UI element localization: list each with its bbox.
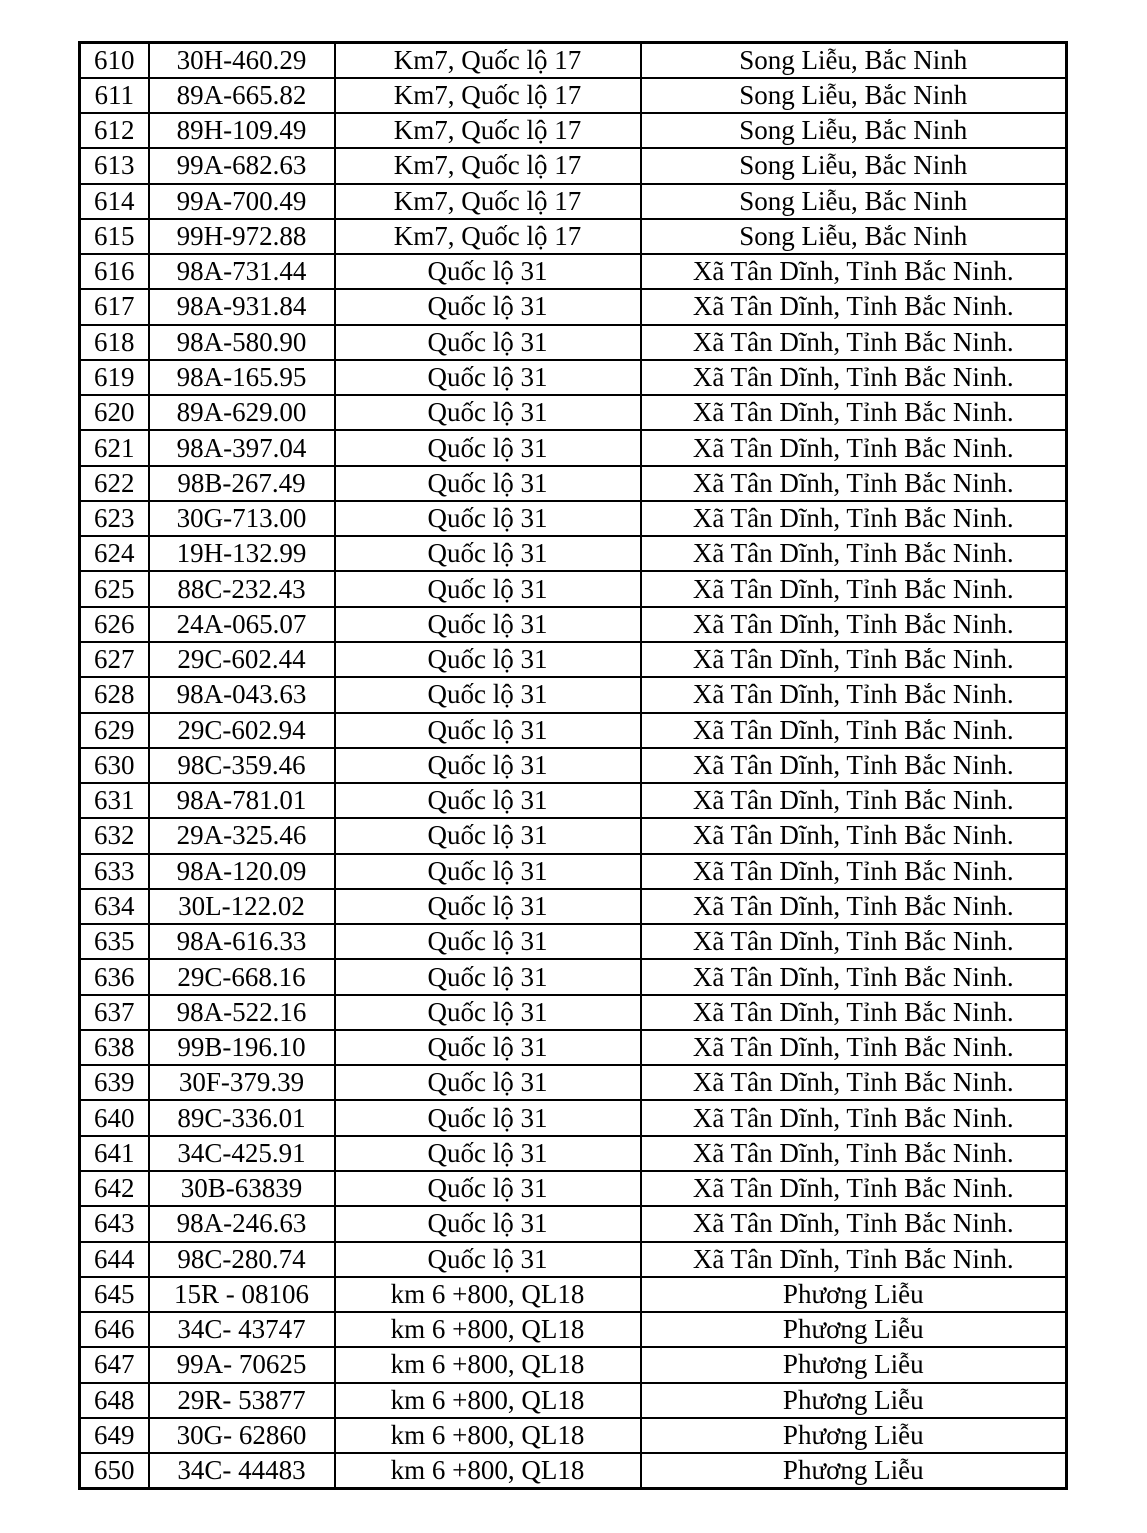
plate-number-cell: 30L-122.02 [149,889,335,924]
plate-number-cell: 98C-359.46 [149,748,335,783]
table-row [80,1453,1067,1488]
row-number-cell: 638 [80,1030,149,1065]
place-cell: Xã Tân Dĩnh, Tỉnh Bắc Ninh. [641,995,1067,1030]
place-cell: Xã Tân Dĩnh, Tỉnh Bắc Ninh. [641,889,1067,924]
location-cell: Quốc lộ 31 [335,536,641,571]
row-number-cell: 613 [80,148,149,183]
table-row [80,43,1067,78]
vehicle-plate-table [78,41,1068,1490]
plate-number-cell: 30B-63839 [149,1171,335,1206]
place-cell: Xã Tân Dĩnh, Tỉnh Bắc Ninh. [641,607,1067,642]
plate-number-cell: 24A-065.07 [149,607,335,642]
location-cell: Km7, Quốc lộ 17 [335,184,641,219]
plate-number-cell: 98A-522.16 [149,995,335,1030]
place-cell: Xã Tân Dĩnh, Tỉnh Bắc Ninh. [641,1242,1067,1277]
location-cell: Quốc lộ 31 [335,818,641,853]
row-number-cell: 644 [80,1242,149,1277]
place-cell: Song Liễu, Bắc Ninh [641,78,1067,113]
location-cell: Quốc lộ 31 [335,395,641,430]
location-cell: Quốc lộ 31 [335,571,641,606]
plate-number-cell: 30H-460.29 [149,43,335,78]
place-cell: Phương Liễu [641,1347,1067,1382]
row-number-cell: 639 [80,1065,149,1100]
plate-number-cell: 98A-931.84 [149,289,335,324]
row-number-cell: 614 [80,184,149,219]
location-cell: Quốc lộ 31 [335,854,641,889]
place-cell: Xã Tân Dĩnh, Tỉnh Bắc Ninh. [641,466,1067,501]
plate-number-cell: 30G-713.00 [149,501,335,536]
place-cell: Xã Tân Dĩnh, Tỉnh Bắc Ninh. [641,395,1067,430]
row-number-cell: 636 [80,959,149,994]
location-cell: Quốc lộ 31 [335,1030,641,1065]
plate-number-cell: 99H-972.88 [149,219,335,254]
table-row [80,78,1067,113]
location-cell: Quốc lộ 31 [335,1206,641,1241]
place-cell: Phương Liễu [641,1312,1067,1347]
location-cell: Quốc lộ 31 [335,995,641,1030]
location-cell: Quốc lộ 31 [335,713,641,748]
location-cell: Km7, Quốc lộ 17 [335,43,641,78]
place-cell: Xã Tân Dĩnh, Tỉnh Bắc Ninh. [641,1030,1067,1065]
row-number-cell: 615 [80,219,149,254]
location-cell: Quốc lộ 31 [335,748,641,783]
row-number-cell: 637 [80,995,149,1030]
location-cell: km 6 +800, QL18 [335,1277,641,1312]
place-cell: Xã Tân Dĩnh, Tỉnh Bắc Ninh. [641,501,1067,536]
plate-number-cell: 99A-700.49 [149,184,335,219]
table-row [80,995,1067,1030]
table-row [80,818,1067,853]
table-row [80,1030,1067,1065]
plate-number-cell: 98A-246.63 [149,1206,335,1241]
plate-number-cell: 34C- 44483 [149,1453,335,1488]
table-row [80,1242,1067,1277]
table-body [80,43,1067,1489]
table-row [80,889,1067,924]
plate-number-cell: 15R - 08106 [149,1277,335,1312]
row-number-cell: 621 [80,430,149,465]
table-row [80,748,1067,783]
place-cell: Xã Tân Dĩnh, Tỉnh Bắc Ninh. [641,854,1067,889]
row-number-cell: 626 [80,607,149,642]
place-cell: Xã Tân Dĩnh, Tỉnh Bắc Ninh. [641,1065,1067,1100]
plate-number-cell: 29R- 53877 [149,1383,335,1418]
row-number-cell: 617 [80,289,149,324]
table-row [80,219,1067,254]
row-number-cell: 610 [80,43,149,78]
location-cell: km 6 +800, QL18 [335,1383,641,1418]
place-cell: Xã Tân Dĩnh, Tỉnh Bắc Ninh. [641,642,1067,677]
location-cell: Km7, Quốc lộ 17 [335,113,641,148]
plate-number-cell: 99A-682.63 [149,148,335,183]
table-row [80,289,1067,324]
table-row [80,1065,1067,1100]
place-cell: Xã Tân Dĩnh, Tỉnh Bắc Ninh. [641,1171,1067,1206]
place-cell: Phương Liễu [641,1418,1067,1453]
place-cell: Xã Tân Dĩnh, Tỉnh Bắc Ninh. [641,748,1067,783]
row-number-cell: 632 [80,818,149,853]
table-row [80,113,1067,148]
plate-number-cell: 98A-781.01 [149,783,335,818]
table-row [80,713,1067,748]
table-row [80,1418,1067,1453]
row-number-cell: 635 [80,924,149,959]
row-number-cell: 622 [80,466,149,501]
place-cell: Xã Tân Dĩnh, Tỉnh Bắc Ninh. [641,536,1067,571]
plate-number-cell: 98A-731.44 [149,254,335,289]
plate-number-cell: 29C-602.44 [149,642,335,677]
row-number-cell: 643 [80,1206,149,1241]
row-number-cell: 620 [80,395,149,430]
row-number-cell: 630 [80,748,149,783]
table-row [80,783,1067,818]
place-cell: Xã Tân Dĩnh, Tỉnh Bắc Ninh. [641,1100,1067,1135]
table-row [80,430,1067,465]
plate-number-cell: 29C-668.16 [149,959,335,994]
location-cell: Quốc lộ 31 [335,325,641,360]
row-number-cell: 640 [80,1100,149,1135]
location-cell: Quốc lộ 31 [335,1100,641,1135]
place-cell: Song Liễu, Bắc Ninh [641,219,1067,254]
location-cell: Quốc lộ 31 [335,783,641,818]
place-cell: Xã Tân Dĩnh, Tỉnh Bắc Ninh. [641,924,1067,959]
table-row [80,607,1067,642]
row-number-cell: 618 [80,325,149,360]
plate-number-cell: 34C-425.91 [149,1136,335,1171]
table-row [80,184,1067,219]
table-row [80,1277,1067,1312]
plate-number-cell: 19H-132.99 [149,536,335,571]
table-row [80,571,1067,606]
plate-number-cell: 89C-336.01 [149,1100,335,1135]
location-cell: Quốc lộ 31 [335,677,641,712]
row-number-cell: 634 [80,889,149,924]
table-row [80,1206,1067,1241]
row-number-cell: 612 [80,113,149,148]
location-cell: Quốc lộ 31 [335,607,641,642]
plate-number-cell: 29A-325.46 [149,818,335,853]
location-cell: km 6 +800, QL18 [335,1453,641,1488]
row-number-cell: 642 [80,1171,149,1206]
row-number-cell: 616 [80,254,149,289]
place-cell: Phương Liễu [641,1277,1067,1312]
location-cell: Quốc lộ 31 [335,430,641,465]
row-number-cell: 623 [80,501,149,536]
location-cell: Quốc lộ 31 [335,254,641,289]
row-number-cell: 647 [80,1347,149,1382]
table-row [80,360,1067,395]
table-row [80,677,1067,712]
place-cell: Xã Tân Dĩnh, Tỉnh Bắc Ninh. [641,325,1067,360]
table-row [80,536,1067,571]
place-cell: Xã Tân Dĩnh, Tỉnh Bắc Ninh. [641,818,1067,853]
place-cell: Xã Tân Dĩnh, Tỉnh Bắc Ninh. [641,959,1067,994]
row-number-cell: 629 [80,713,149,748]
location-cell: Quốc lộ 31 [335,1171,641,1206]
row-number-cell: 628 [80,677,149,712]
plate-number-cell: 89A-629.00 [149,395,335,430]
location-cell: Km7, Quốc lộ 17 [335,219,641,254]
plate-number-cell: 29C-602.94 [149,713,335,748]
table-row [80,254,1067,289]
place-cell: Xã Tân Dĩnh, Tỉnh Bắc Ninh. [641,1206,1067,1241]
location-cell: Quốc lộ 31 [335,1136,641,1171]
plate-number-cell: 88C-232.43 [149,571,335,606]
location-cell: Quốc lộ 31 [335,642,641,677]
plate-number-cell: 89H-109.49 [149,113,335,148]
plate-number-cell: 98A-397.04 [149,430,335,465]
place-cell: Xã Tân Dĩnh, Tỉnh Bắc Ninh. [641,254,1067,289]
table-row [80,1312,1067,1347]
row-number-cell: 624 [80,536,149,571]
table-row [80,501,1067,536]
place-cell: Xã Tân Dĩnh, Tỉnh Bắc Ninh. [641,430,1067,465]
table-row [80,1171,1067,1206]
row-number-cell: 619 [80,360,149,395]
location-cell: Quốc lộ 31 [335,889,641,924]
plate-number-cell: 99B-196.10 [149,1030,335,1065]
row-number-cell: 648 [80,1383,149,1418]
place-cell: Xã Tân Dĩnh, Tỉnh Bắc Ninh. [641,677,1067,712]
plate-number-cell: 98A-165.95 [149,360,335,395]
location-cell: km 6 +800, QL18 [335,1347,641,1382]
table-row [80,395,1067,430]
plate-number-cell: 89A-665.82 [149,78,335,113]
row-number-cell: 649 [80,1418,149,1453]
row-number-cell: 633 [80,854,149,889]
plate-number-cell: 98A-043.63 [149,677,335,712]
table-row [80,924,1067,959]
table-row [80,466,1067,501]
table-row [80,1383,1067,1418]
place-cell: Xã Tân Dĩnh, Tỉnh Bắc Ninh. [641,1136,1067,1171]
location-cell: km 6 +800, QL18 [335,1312,641,1347]
row-number-cell: 645 [80,1277,149,1312]
place-cell: Song Liễu, Bắc Ninh [641,148,1067,183]
place-cell: Xã Tân Dĩnh, Tỉnh Bắc Ninh. [641,289,1067,324]
location-cell: Quốc lộ 31 [335,1242,641,1277]
table-row [80,1136,1067,1171]
location-cell: Quốc lộ 31 [335,1065,641,1100]
row-number-cell: 611 [80,78,149,113]
plate-number-cell: 98C-280.74 [149,1242,335,1277]
place-cell: Phương Liễu [641,1383,1067,1418]
table-row [80,854,1067,889]
row-number-cell: 641 [80,1136,149,1171]
table-row [80,959,1067,994]
row-number-cell: 646 [80,1312,149,1347]
table-row [80,325,1067,360]
location-cell: Km7, Quốc lộ 17 [335,78,641,113]
place-cell: Xã Tân Dĩnh, Tỉnh Bắc Ninh. [641,783,1067,818]
location-cell: Quốc lộ 31 [335,360,641,395]
row-number-cell: 650 [80,1453,149,1488]
plate-number-cell: 98A-580.90 [149,325,335,360]
table-row [80,1100,1067,1135]
place-cell: Song Liễu, Bắc Ninh [641,113,1067,148]
plate-number-cell: 99A- 70625 [149,1347,335,1382]
location-cell: km 6 +800, QL18 [335,1418,641,1453]
location-cell: Quốc lộ 31 [335,959,641,994]
location-cell: Km7, Quốc lộ 17 [335,148,641,183]
plate-number-cell: 98B-267.49 [149,466,335,501]
table-row [80,1347,1067,1382]
location-cell: Quốc lộ 31 [335,501,641,536]
place-cell: Phương Liễu [641,1453,1067,1488]
location-cell: Quốc lộ 31 [335,924,641,959]
location-cell: Quốc lộ 31 [335,289,641,324]
place-cell: Xã Tân Dĩnh, Tỉnh Bắc Ninh. [641,571,1067,606]
plate-number-cell: 30G- 62860 [149,1418,335,1453]
plate-number-cell: 34C- 43747 [149,1312,335,1347]
location-cell: Quốc lộ 31 [335,466,641,501]
plate-number-cell: 98A-120.09 [149,854,335,889]
place-cell: Song Liễu, Bắc Ninh [641,184,1067,219]
place-cell: Song Liễu, Bắc Ninh [641,43,1067,78]
place-cell: Xã Tân Dĩnh, Tỉnh Bắc Ninh. [641,713,1067,748]
row-number-cell: 625 [80,571,149,606]
row-number-cell: 627 [80,642,149,677]
table-row [80,642,1067,677]
plate-number-cell: 98A-616.33 [149,924,335,959]
place-cell: Xã Tân Dĩnh, Tỉnh Bắc Ninh. [641,360,1067,395]
table-row [80,148,1067,183]
plate-number-cell: 30F-379.39 [149,1065,335,1100]
row-number-cell: 631 [80,783,149,818]
